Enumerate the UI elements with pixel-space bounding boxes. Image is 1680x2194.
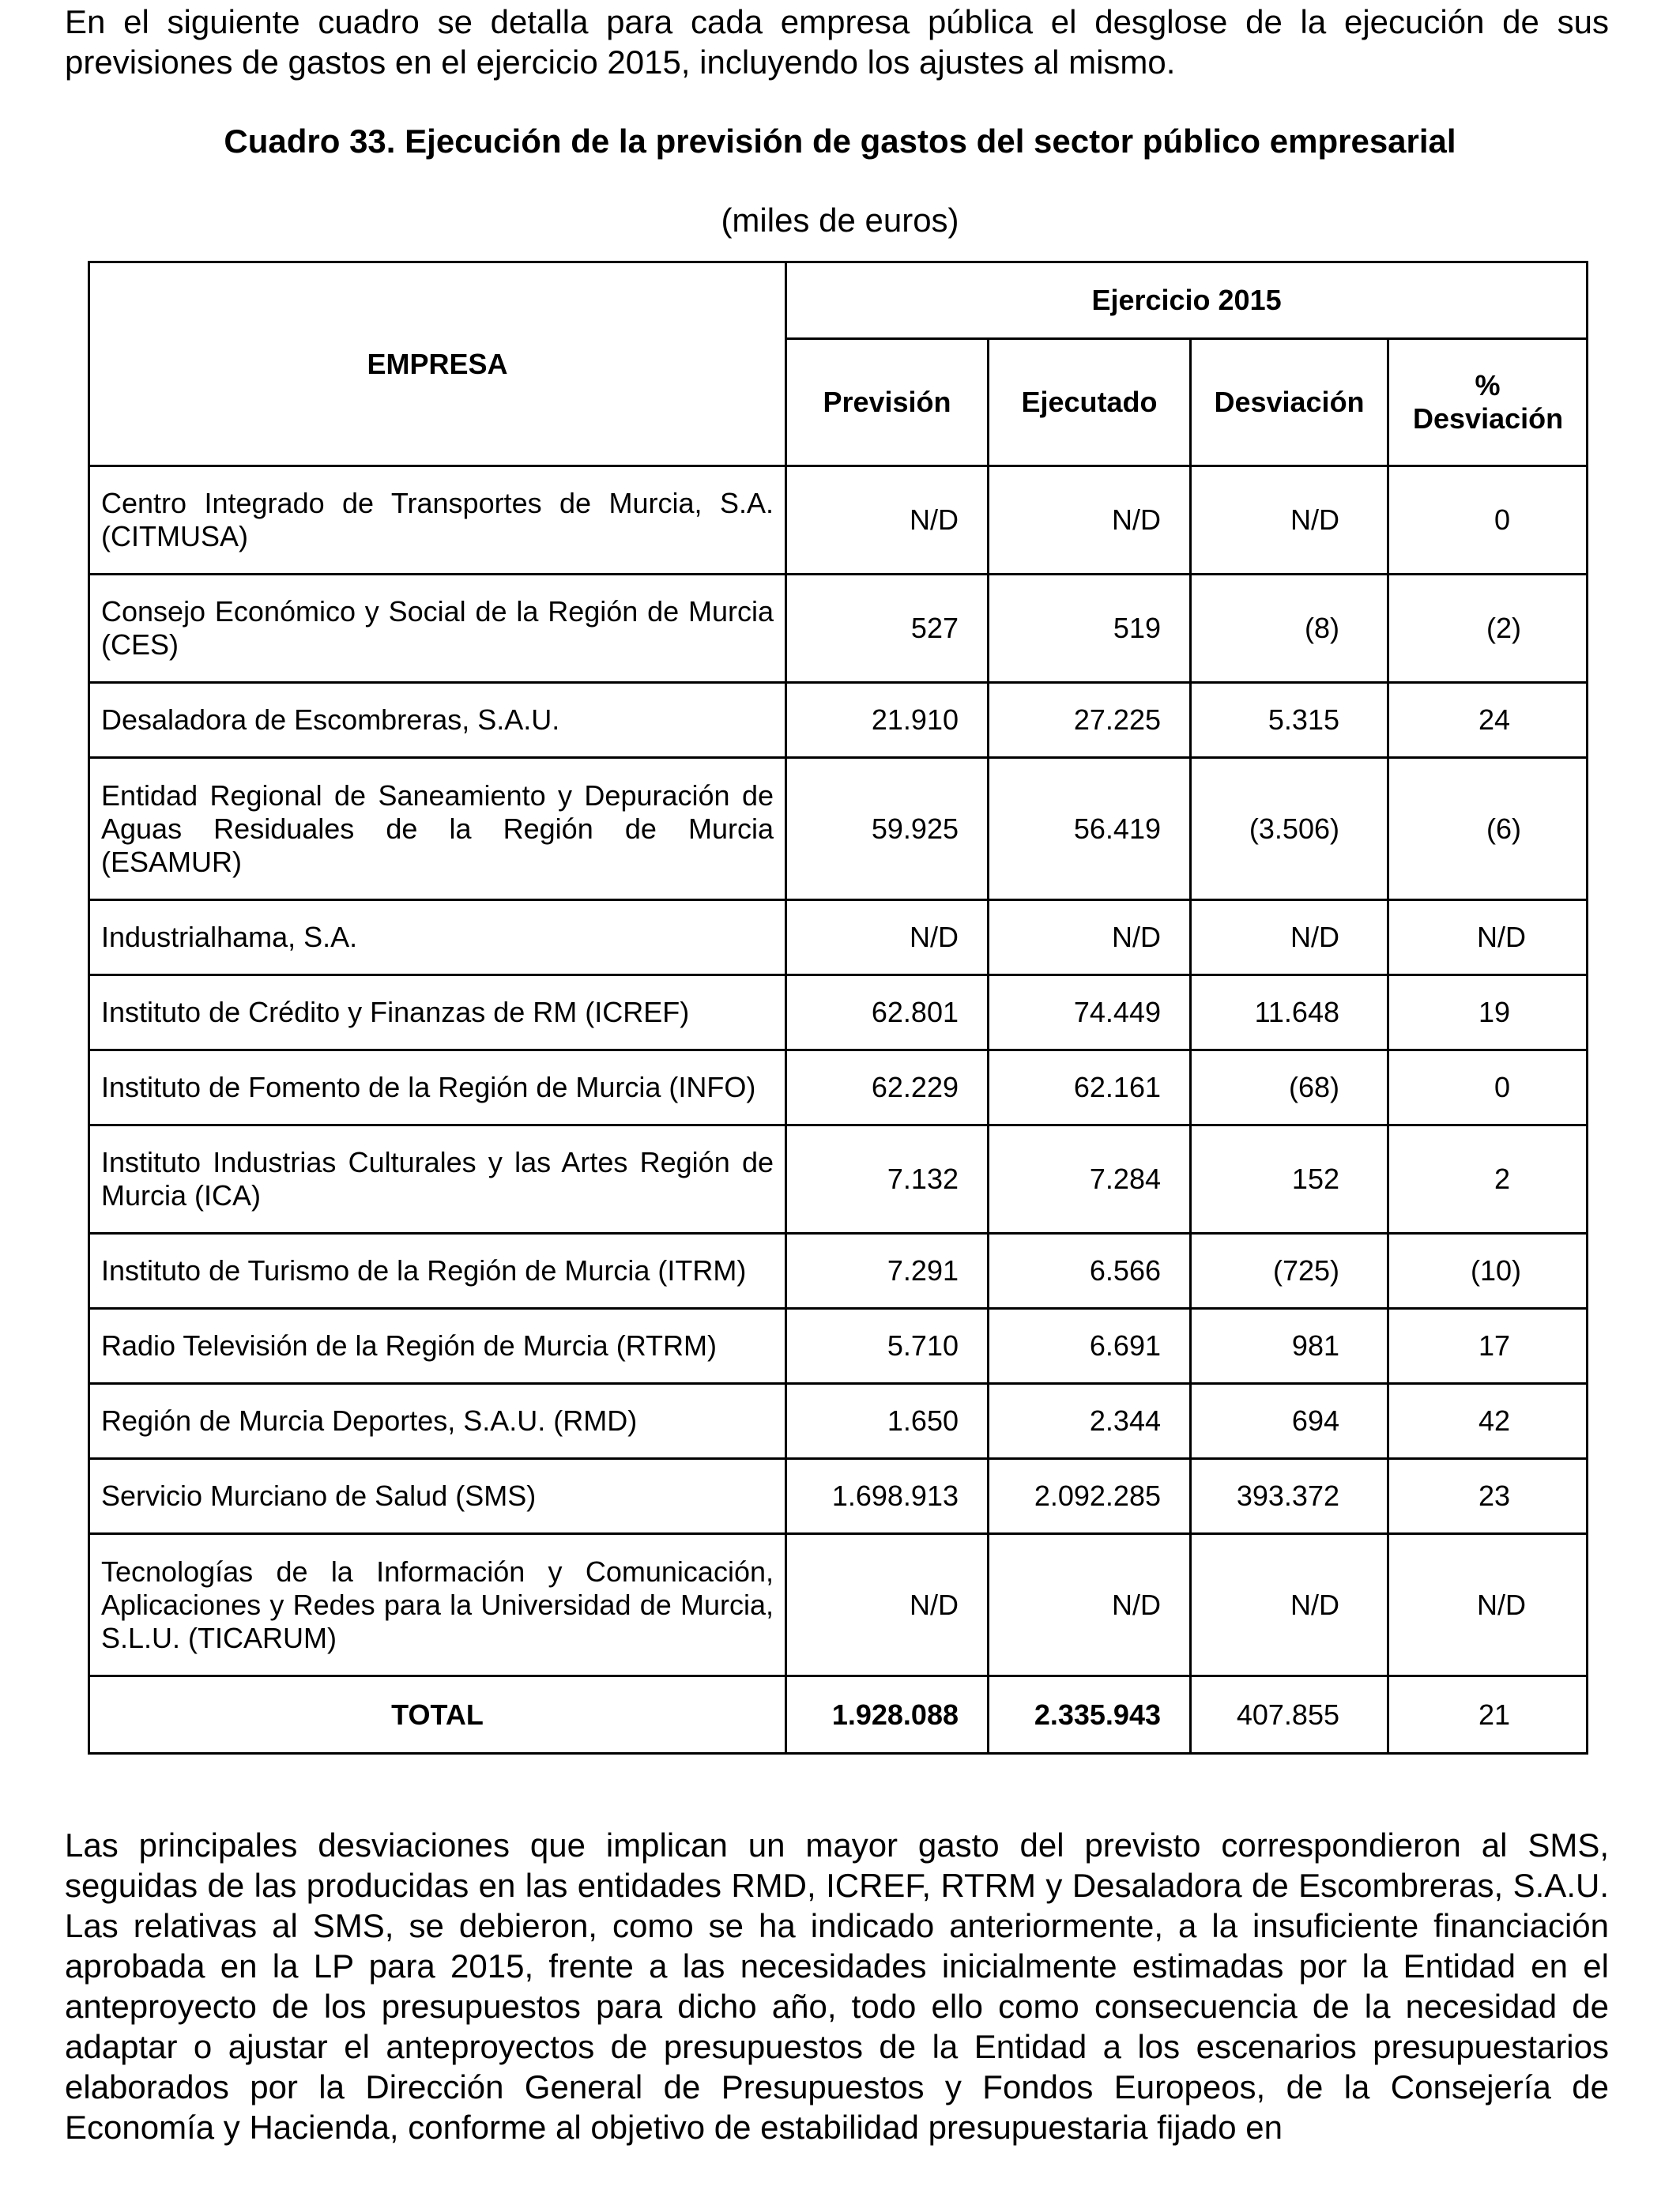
cell-empresa: Centro Integrado de Transportes de Murcia, S.A. (CITMUSA) [89, 466, 786, 575]
cell-ejecutado: 62.161 [989, 1050, 1191, 1125]
total-ejecutado: 2.335.943 [989, 1676, 1191, 1754]
cell-desviacion: 152 [1191, 1125, 1388, 1234]
cell-ejecutado: 7.284 [989, 1125, 1191, 1234]
cell-empresa: Instituto de Crédito y Finanzas de RM (ICREF) [89, 975, 786, 1050]
table-row [89, 1459, 1588, 1534]
header-ejecutado: Ejecutado [989, 339, 1191, 466]
cell-empresa: Instituto Industrias Culturales y las Artes Región de Murcia (ICA) [89, 1125, 786, 1234]
cell-pct-desviacion: 23 [1388, 1459, 1588, 1534]
header-prevision: Previsión [786, 339, 989, 466]
cell-ejecutado: 2.344 [989, 1384, 1191, 1459]
cell-empresa: Tecnologías de la Información y Comunicación, Aplicaciones y Redes para la Universidad de Murcia, S.L.U. (TICARUM) [89, 1534, 786, 1676]
table-row [89, 1384, 1588, 1459]
cell-pct-desviacion: 0 [1388, 466, 1588, 575]
cell-pct-desviacion: 2 [1388, 1125, 1588, 1234]
cell-pct-desviacion: (2) [1388, 575, 1588, 683]
cell-prevision: 7.132 [786, 1125, 989, 1234]
table-row [89, 1050, 1588, 1125]
cell-ejecutado: 56.419 [989, 758, 1191, 900]
cell-desviacion: N/D [1191, 900, 1388, 975]
table-title: Cuadro 33. Ejecución de la previsión de gastos del sector público empresarial [224, 123, 1456, 160]
cell-empresa: Servicio Murciano de Salud (SMS) [89, 1459, 786, 1534]
cell-prevision: 1.698.913 [786, 1459, 989, 1534]
cell-prevision: 1.650 [786, 1384, 989, 1459]
intro-paragraph: En el siguiente cuadro se detalla para cada empresa pública el desglose de la ejecución de sus previsiones de gastos en el ejercicio 2015, incluyendo los ajustes al mismo. [65, 3, 1609, 81]
cell-ejecutado: N/D [989, 900, 1191, 975]
header-ejercicio: Ejercicio 2015 [786, 262, 1588, 339]
header-empresa: EMPRESA [89, 262, 786, 466]
header-desviacion: Desviación [1191, 339, 1388, 466]
cell-empresa: Industrialhama, S.A. [89, 900, 786, 975]
cell-desviacion: 393.372 [1191, 1459, 1388, 1534]
cell-prevision: N/D [786, 900, 989, 975]
cell-empresa: Instituto de Turismo de la Región de Murcia (ITRM) [89, 1234, 786, 1309]
table-row [89, 466, 1588, 575]
cell-prevision: N/D [786, 1534, 989, 1676]
total-prevision: 1.928.088 [786, 1676, 989, 1754]
expense-execution-table [88, 261, 1588, 1755]
cell-desviacion: (725) [1191, 1234, 1388, 1309]
cell-desviacion: N/D [1191, 466, 1388, 575]
cell-desviacion: (68) [1191, 1050, 1388, 1125]
cell-prevision: 7.291 [786, 1234, 989, 1309]
cell-ejecutado: 519 [989, 575, 1191, 683]
cell-ejecutado: 74.449 [989, 975, 1191, 1050]
table-units: (miles de euros) [721, 202, 959, 239]
cell-prevision: 5.710 [786, 1309, 989, 1384]
cell-pct-desviacion: (10) [1388, 1234, 1588, 1309]
table-row [89, 900, 1588, 975]
cell-pct-desviacion: N/D [1388, 1534, 1588, 1676]
total-desviacion: 407.855 [1191, 1676, 1388, 1754]
cell-prevision: 62.801 [786, 975, 989, 1050]
cell-desviacion: 981 [1191, 1309, 1388, 1384]
table-row [89, 1125, 1588, 1234]
table-row [89, 758, 1588, 900]
cell-empresa: Radio Televisión de la Región de Murcia (RTRM) [89, 1309, 786, 1384]
cell-prevision: 59.925 [786, 758, 989, 900]
cell-pct-desviacion: N/D [1388, 900, 1588, 975]
cell-empresa: Consejo Económico y Social de la Región de Murcia (CES) [89, 575, 786, 683]
cell-ejecutado: N/D [989, 1534, 1191, 1676]
table-row [89, 575, 1588, 683]
cell-ejecutado: 27.225 [989, 683, 1191, 758]
table-row [89, 975, 1588, 1050]
cell-pct-desviacion: (6) [1388, 758, 1588, 900]
cell-empresa: Región de Murcia Deportes, S.A.U. (RMD) [89, 1384, 786, 1459]
cell-pct-desviacion: 24 [1388, 683, 1588, 758]
cell-desviacion: 11.648 [1191, 975, 1388, 1050]
table-row [89, 1234, 1588, 1309]
cell-ejecutado: 2.092.285 [989, 1459, 1191, 1534]
cell-desviacion: N/D [1191, 1534, 1388, 1676]
cell-ejecutado: 6.691 [989, 1309, 1191, 1384]
cell-prevision: 62.229 [786, 1050, 989, 1125]
header-pct-desviacion: % Desviación [1388, 339, 1588, 466]
cell-desviacion: 694 [1191, 1384, 1388, 1459]
cell-empresa: Entidad Regional de Saneamiento y Depuración de Aguas Residuales de la Región de Murcia (ESAMUR) [89, 758, 786, 900]
cell-empresa: Instituto de Fomento de la Región de Murcia (INFO) [89, 1050, 786, 1125]
total-label: TOTAL [89, 1676, 786, 1754]
cell-pct-desviacion: 42 [1388, 1384, 1588, 1459]
cell-prevision: 527 [786, 575, 989, 683]
cell-prevision: N/D [786, 466, 989, 575]
cell-empresa: Desaladora de Escombreras, S.A.U. [89, 683, 786, 758]
closing-paragraph: Las principales desviaciones que implican un mayor gasto del previsto correspondieron al SMS, seguidas de las producidas en las entidades RMD, ICREF, RTRM y Desaladora de Escombreras, S.A.U. Las relativas al SMS, se debieron, como se ha indicado anteriormente, a la insuficiente financiación aprobada en la LP para 2015, frente a las necesidades inicialmente estimadas por la Entidad en el anteproyecto de los presupuestos para dicho año, todo ello como consecuencia de la necesidad de adaptar o ajustar el anteproyectos de presupuestos de la Entidad a los escenarios presupuestarios elaborados por la Dirección General de Presupuestos y Fondos Europeos, de la Consejería de Economía y Hacienda, conforme al objetivo de estabilidad presupuestaria fijado en [65, 1826, 1609, 2146]
table-row [89, 1534, 1588, 1676]
table-row [89, 1309, 1588, 1384]
cell-pct-desviacion: 17 [1388, 1309, 1588, 1384]
cell-desviacion: (8) [1191, 575, 1388, 683]
cell-ejecutado: N/D [989, 466, 1191, 575]
cell-ejecutado: 6.566 [989, 1234, 1191, 1309]
cell-desviacion: (3.506) [1191, 758, 1388, 900]
cell-pct-desviacion: 0 [1388, 1050, 1588, 1125]
total-row [89, 1676, 1588, 1754]
cell-desviacion: 5.315 [1191, 683, 1388, 758]
table-row [89, 683, 1588, 758]
cell-pct-desviacion: 19 [1388, 975, 1588, 1050]
total-pct: 21 [1388, 1676, 1588, 1754]
cell-prevision: 21.910 [786, 683, 989, 758]
